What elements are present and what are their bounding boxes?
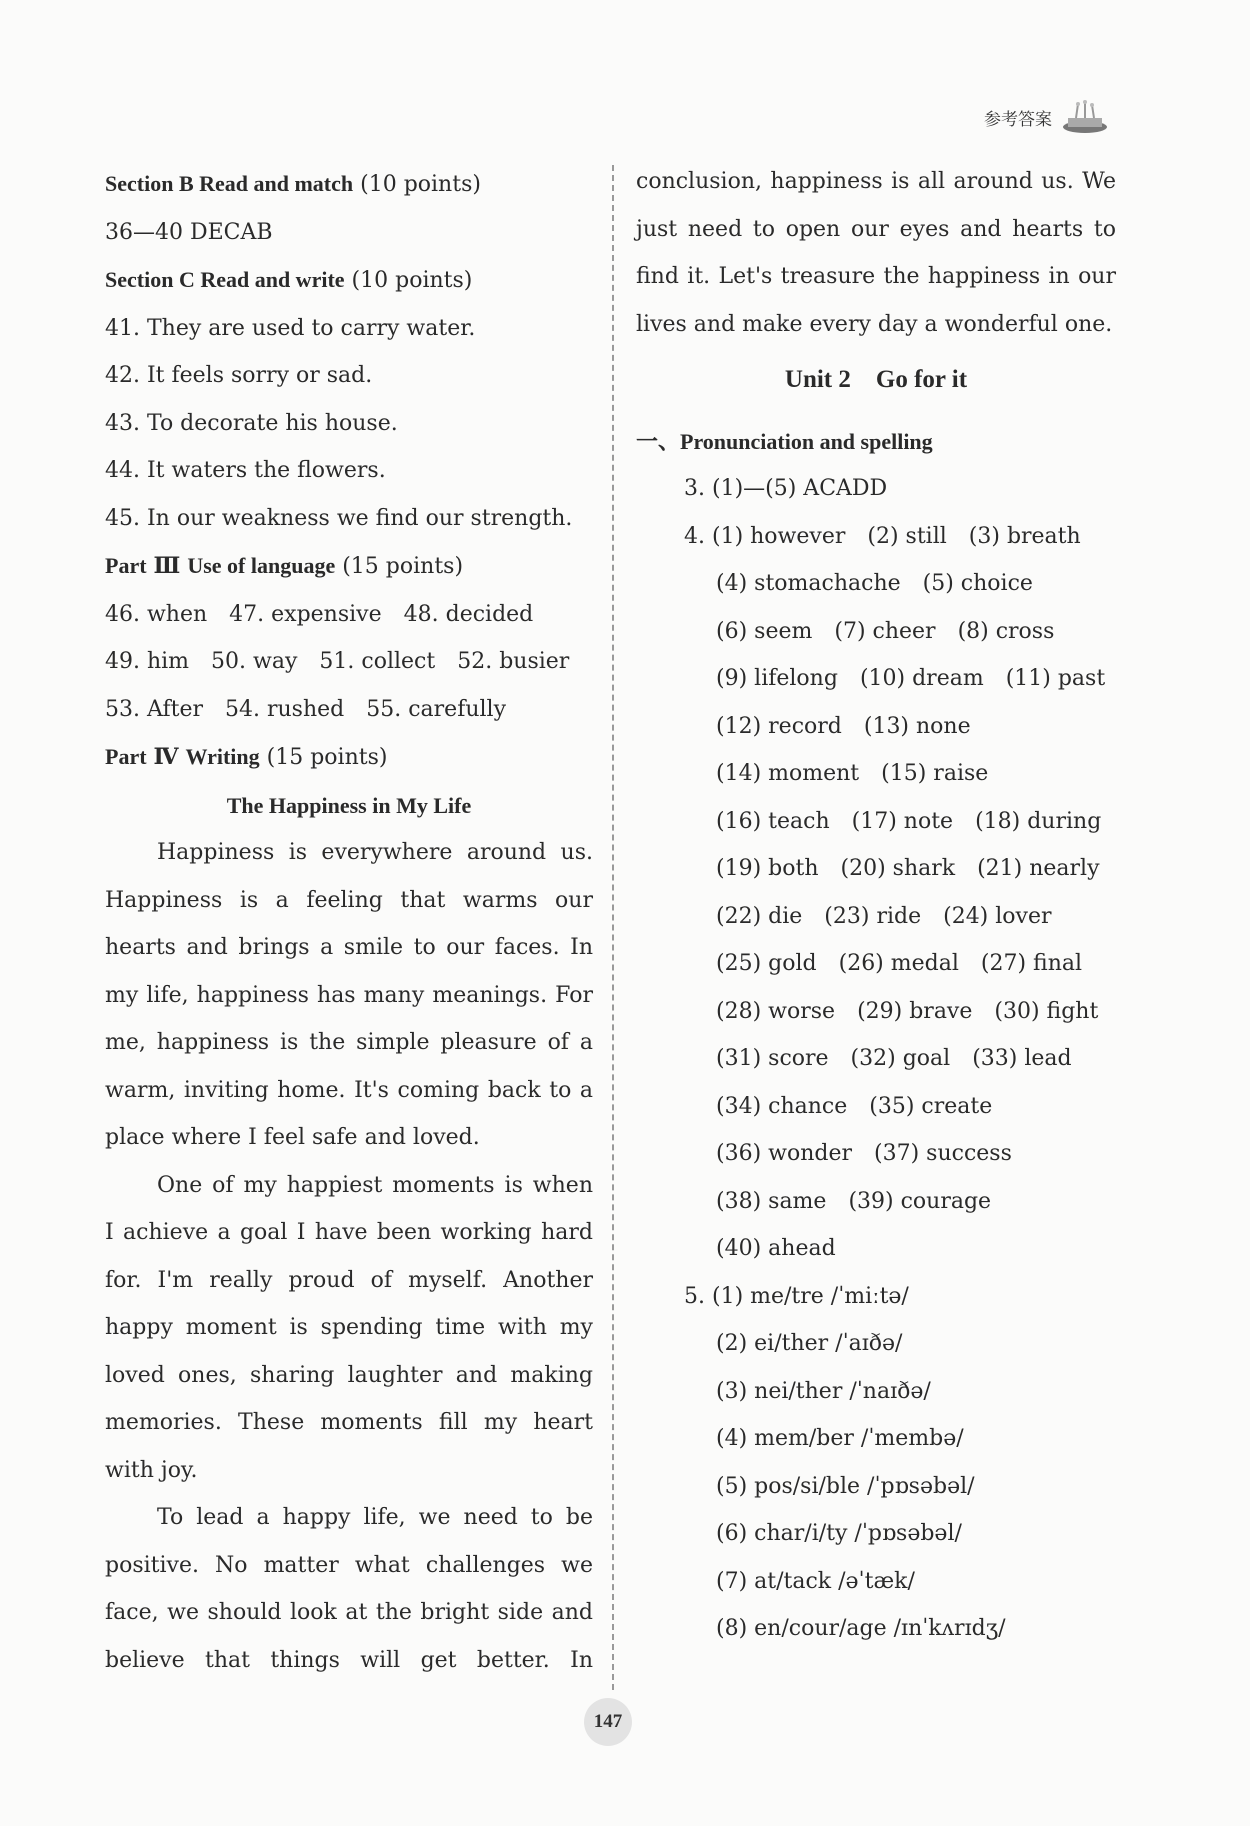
word-answer: (28) worse (716, 998, 836, 1024)
answer-53: 53. After (105, 696, 204, 722)
unit-title: Unit 2 Go for it (784, 366, 968, 393)
word-answer: (20) shark (840, 856, 956, 881)
answer-4-row (636, 560, 1116, 608)
syllable-answer: (2) ei/ther /ˈaɪðə/ (716, 1331, 903, 1356)
part-4-label: Part (105, 744, 147, 769)
essay-line: warm, inviting home. It's coming back to a (105, 1077, 593, 1103)
book-logo-icon (1060, 100, 1110, 134)
word-answer: (16) teach (716, 808, 830, 834)
section-1-heading: 一、Pronunciation and spelling (636, 428, 933, 454)
part-4-title: Writing (185, 744, 260, 769)
word-answer: (36) wonder (716, 1141, 853, 1166)
answer-5-first: 5. (1) me/tre /ˈmiːtə/ (684, 1283, 909, 1309)
word-answer: (4) stomachache (716, 571, 901, 596)
word-answer: (26) medal (838, 951, 959, 976)
answer-4-row (636, 1130, 1116, 1178)
essay-line: just need to open our eyes and hearts to (636, 216, 1116, 242)
essay-line: To lead a happy life, we need to be (157, 1505, 593, 1530)
syllable-answer: (6) char/i/ty /ˈpɒsəbəl/ (716, 1521, 962, 1546)
header (984, 100, 1110, 134)
answer-4-row (636, 893, 1116, 941)
part-3-numeral: Ⅲ (153, 553, 181, 579)
word-answer: (14) moment (716, 761, 860, 786)
essay-paragraph-1 (105, 829, 593, 1162)
part-4-points: (15 points) (266, 745, 388, 770)
essay-line: for. I'm really proud of myself. Another (105, 1267, 593, 1293)
answer-4-row (636, 750, 1116, 798)
part-3-row-1 (105, 591, 593, 639)
word-answer: (34) chance (716, 1093, 848, 1119)
header-label: 参考答案 (984, 109, 1052, 130)
word-answer: (39) courage (848, 1188, 992, 1214)
syllable-answer: (3) nei/ther /ˈnaɪðə/ (716, 1378, 931, 1404)
part-3-row-2 (105, 638, 593, 686)
word-answer: (9) lifelong (716, 666, 838, 691)
right-column (636, 158, 1116, 1653)
section-c-title: Section C Read and write (105, 267, 345, 292)
answer-4-row-1 (636, 513, 1116, 561)
word-answer: (22) die (716, 903, 803, 929)
syllable-answer: (7) at/tack /əˈtæk/ (716, 1568, 915, 1594)
answer-49: 49. him (105, 649, 190, 674)
section-c-heading (105, 256, 593, 305)
left-column (105, 160, 593, 1684)
word-answer: (6) seem (716, 618, 813, 644)
word-answer: (2) still (867, 523, 947, 549)
answer-50: 50. way (211, 649, 298, 674)
essay-line: me, happiness is the simple pleasure of a (105, 1030, 593, 1055)
answer-4-row (636, 1178, 1116, 1226)
word-answer: (12) record (716, 713, 842, 739)
answer-4-row (636, 845, 1116, 893)
part-3-title: Use of language (187, 553, 336, 578)
word-answer: (5) choice (922, 571, 1033, 596)
essay-paragraph-2 (105, 1162, 593, 1495)
syllable-answer: (4) mem/ber /ˈmembə/ (716, 1426, 964, 1451)
part-3-row-3 (105, 686, 593, 734)
answer-4-row (636, 1035, 1116, 1083)
word-answer: (37) success (874, 1141, 1012, 1166)
word-answer: (13) none (863, 713, 971, 739)
word-answer: (30) fight (994, 998, 1099, 1024)
word-answer: (3) breath (968, 523, 1081, 549)
essay-line: place where I feel safe and loved. (105, 1125, 480, 1150)
word-answer: (40) ahead (716, 1236, 836, 1261)
word-answer: (31) score (716, 1046, 829, 1071)
essay-line: find it. Let's treasure the happiness in our (636, 264, 1116, 289)
word-answer: (8) cross (957, 618, 1055, 644)
answer-4-row (636, 940, 1116, 988)
essay-line: One of my happiest moments is when (157, 1172, 593, 1198)
essay-line: with joy. (105, 1457, 198, 1483)
section-b-answer: 36—40 DECAB (105, 219, 273, 245)
essay-line: lives and make every day a wonderful one. (636, 311, 1113, 337)
word-answer: (38) same (716, 1188, 827, 1214)
answer-51: 51. collect (319, 649, 436, 674)
essay-line: my life, happiness has many meanings. For (105, 982, 593, 1008)
word-answer: (15) raise (881, 761, 989, 786)
answer-41: 41. They are used to carry water. (105, 315, 476, 341)
essay-line: I achieve a goal I have been working hard (105, 1220, 593, 1245)
essay-line: Happiness is a feeling that warms our (105, 887, 593, 913)
answer-46: 46. when (105, 601, 208, 627)
answer-43: 43. To decorate his house. (105, 410, 398, 436)
answer-42: 42. It feels sorry or sad. (105, 363, 373, 388)
essay-title: The Happiness in My Life (226, 792, 472, 818)
essay-paragraph-3 (105, 1494, 593, 1684)
answer-45: 45. In our weakness we find our strength. (105, 505, 573, 531)
essay-line: happy moment is spending time with my (105, 1315, 593, 1340)
word-answer: (27) final (980, 951, 1083, 976)
answer-48: 48. decided (403, 601, 534, 627)
essay-line: face, we should look at the bright side and (105, 1600, 593, 1625)
section-c-points: (10 points) (351, 268, 473, 293)
answer-54: 54. rushed (225, 696, 345, 722)
syllable-answer: (5) pos/si/ble /ˈpɒsəbəl/ (716, 1473, 975, 1499)
essay-line: believe that things will get better. In (105, 1647, 593, 1673)
word-answer: (17) note (851, 808, 954, 834)
word-answer: (29) brave (857, 998, 973, 1024)
answer-55: 55. carefully (366, 696, 507, 722)
word-answer: (23) ride (824, 903, 922, 929)
page-number: 147 (584, 1698, 632, 1746)
essay-line: Happiness is everywhere around us. (157, 840, 593, 865)
answer-3: 3. (1)—(5) ACADD (684, 476, 888, 501)
word-answer: 4. (1) however (684, 523, 846, 549)
essay-line: conclusion, happiness is all around us. We (636, 169, 1116, 194)
word-answer: (19) both (716, 856, 819, 881)
section-b-points: (10 points) (360, 172, 481, 197)
word-answer: (24) lover (943, 903, 1052, 929)
word-answer: (35) create (869, 1093, 993, 1119)
word-answer: (32) goal (850, 1046, 951, 1071)
column-divider (612, 165, 614, 1690)
part-3-label: Part (105, 553, 147, 578)
answer-52: 52. busier (457, 649, 570, 674)
part-3-points: (15 points) (342, 554, 464, 579)
answer-47: 47. expensive (229, 601, 382, 627)
word-answer: (25) gold (716, 951, 817, 976)
word-answer: (7) cheer (834, 618, 936, 644)
essay-continuation (636, 158, 1116, 348)
answer-4-row (636, 655, 1116, 703)
essay-line: hearts and brings a smile to our faces. In (105, 935, 593, 960)
section-b-heading (105, 160, 593, 209)
answer-4-row (636, 703, 1116, 751)
part-4-numeral: Ⅳ (153, 744, 179, 770)
essay-line: memories. These moments fill my heart (105, 1410, 593, 1435)
answer-44: 44. It waters the flowers. (105, 458, 386, 483)
answer-4-row (636, 608, 1116, 656)
word-answer: (33) lead (972, 1046, 1072, 1071)
section-b-title: Section B Read and match (105, 171, 354, 196)
word-answer: (11) past (1005, 666, 1106, 691)
word-answer: (18) during (975, 808, 1102, 834)
answer-4-row (636, 988, 1116, 1036)
part-3-heading (105, 542, 593, 591)
answer-4-row (636, 1225, 1116, 1273)
answer-4-row (636, 798, 1116, 846)
essay-line: positive. No matter what challenges we (105, 1552, 593, 1578)
answer-4-row (636, 1083, 1116, 1131)
syllable-answer: (8) en/cour/age /ɪnˈkʌrɪdʒ/ (716, 1616, 1006, 1641)
word-answer: (21) nearly (977, 856, 1100, 881)
word-answer: (10) dream (859, 666, 984, 691)
essay-line: loved ones, sharing laughter and making (105, 1362, 593, 1388)
part-4-heading (105, 733, 593, 782)
